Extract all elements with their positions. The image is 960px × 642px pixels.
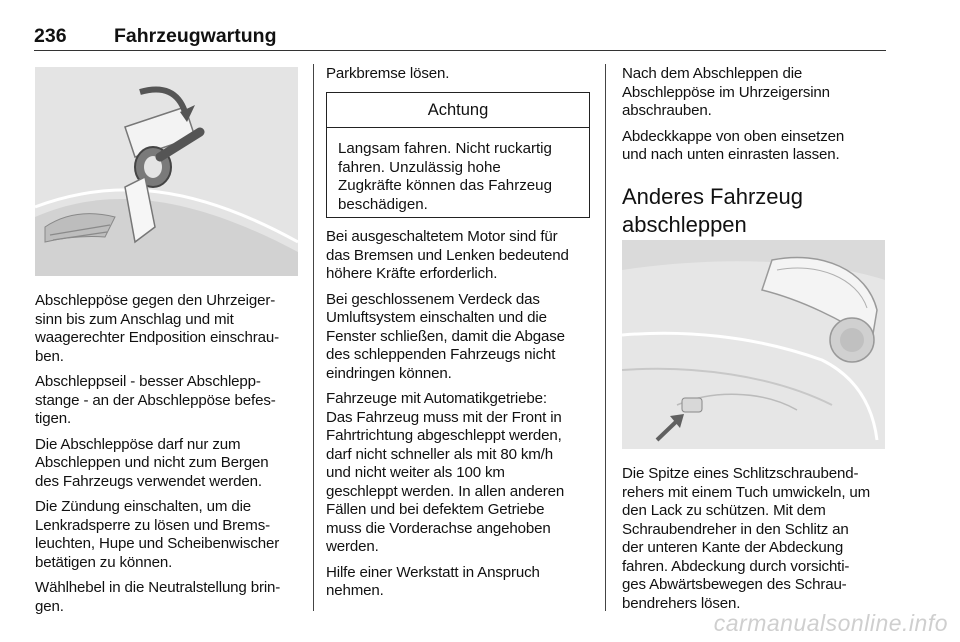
column-3-text-bottom bbox=[622, 465, 870, 620]
paragraph: Die Zündung einschalten, um die Lenkradsperre zu lösen und Brems- leuchten, Hupe und Scheibenwischer betätigen zu können. bbox=[35, 498, 280, 571]
watermark: carmanualsonline.info bbox=[713, 610, 948, 636]
figure-rear-bumper bbox=[622, 240, 885, 449]
paragraph: Abschleppöse gegen den Uhrzeiger- sinn bis zum Anschlag und mit waagerechter Endposition einschrau- ben. bbox=[35, 292, 279, 365]
paragraph: Hilfe einer Werkstatt in Anspruch nehmen. bbox=[326, 563, 540, 599]
paragraph: Parkbremse lösen. bbox=[326, 65, 450, 82]
column-divider-2 bbox=[605, 64, 606, 611]
page-header bbox=[34, 24, 277, 48]
column-1-text bbox=[35, 292, 280, 623]
section-heading: Anderes Fahrzeug abschleppen bbox=[622, 184, 803, 237]
paragraph: Die Spitze eines Schlitzschraubend- rehers mit einem Tuch umwickeln, um den Lack zu schützen. Mit dem Schraubendreher in den Schlitz an der unteren Kante der Abdeckung fahren. Abdeckung durch vorsichti- ges Abwärtsbewegen des Schrau- bendrehers lösen. bbox=[622, 465, 871, 612]
page-number: 236 bbox=[34, 25, 67, 47]
paragraph: Bei geschlossenem Verdeck das Umluftsystem einschalten und die Fenster schließen, damit die Abgase des schleppenden Fahrzeugs nicht eindringen können. bbox=[326, 290, 565, 382]
column-3-text-top bbox=[622, 65, 844, 172]
figure-tow-eye bbox=[35, 67, 298, 276]
page-title: Fahrzeugwartung bbox=[114, 25, 277, 47]
column-2-intro bbox=[326, 65, 449, 91]
paragraph: Bei ausgeschaltetem Motor sind für das Bremsen und Lenken bedeutend höhere Kräfte erforderlich. bbox=[326, 228, 569, 282]
notice-body: Langsam fahren. Nicht ruckartig fahren. Unzulässig hohe Zugkräfte können das Fahrzeug beschädigen. bbox=[338, 140, 552, 213]
paragraph: Fahrzeuge mit Automatikgetriebe: Das Fahrzeug muss mit der Front in Fahrtrichtung abgeschleppt werden, darf nicht schneller als mit 80 km/h und nicht weiter als 100 km geschleppt werden. In allen anderen Fällen und bei defektem Getriebe muss die Vorderachse angehoben werden. bbox=[326, 390, 565, 555]
notice-heading: Achtung bbox=[327, 93, 589, 128]
paragraph: Wählhebel in die Neutralstellung brin- gen. bbox=[35, 579, 281, 615]
paragraph: Nach dem Abschleppen die Abschleppöse im Uhrzeigersinn abschrauben. bbox=[622, 65, 830, 119]
rear-bumper-illustration-icon bbox=[622, 240, 885, 449]
header-rule bbox=[34, 50, 886, 51]
paragraph: Abdeckkappe von oben einsetzen und nach unten einrasten lassen. bbox=[622, 127, 845, 163]
warning-notice bbox=[326, 92, 590, 218]
paragraph: Die Abschleppöse darf nur zum Abschleppen und nicht zum Bergen des Fahrzeugs verwendet werden. bbox=[35, 435, 269, 490]
column-2-text bbox=[326, 228, 569, 608]
paragraph: Abschleppseil - besser Abschlepp- stange - an der Abschleppöse befes- tigen. bbox=[35, 373, 276, 427]
tow-eye-illustration-icon bbox=[35, 67, 298, 276]
column-divider-1 bbox=[313, 64, 314, 611]
